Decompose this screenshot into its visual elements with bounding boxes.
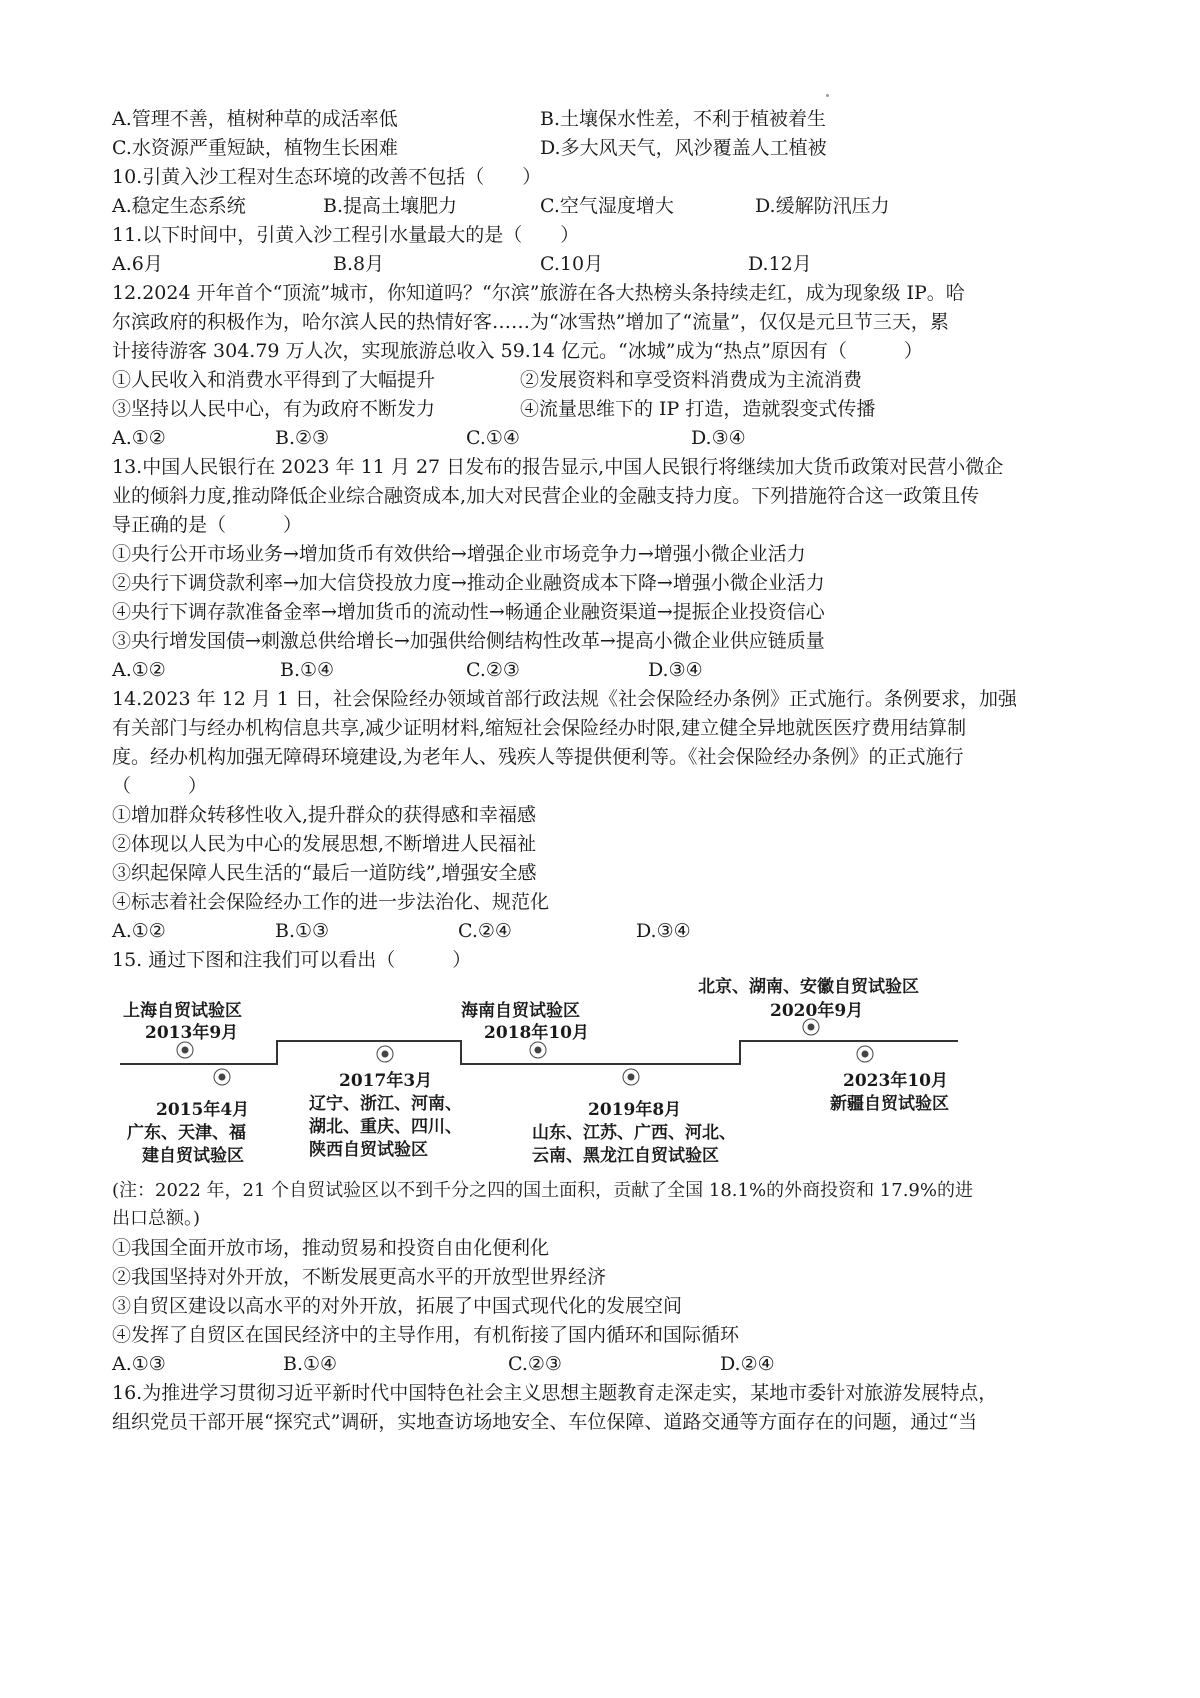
q13-item: ①央行公开市场业务→增加货币有效供给→增强企业市场竞争力→增强小微企业活力 [112, 543, 806, 565]
q14-stem-line-2: 有关部门与经办机构信息共享,减少证明材料,缩短社会保险经办时限,建立健全异地就医医疗费用结算制 [112, 717, 967, 739]
q15-option-a: A.①③ [112, 1353, 166, 1375]
timeline-xinjiang-name: 新疆自贸试验区 [830, 1094, 949, 1114]
q12-item-2: ②发展资料和享受资料消费成为主流消费 [520, 369, 863, 391]
q14-stem-line-1: 14.2023 年 12 月 1 日，社会保险经办领域首部行政法规《社会保险经办条例》正式施行。条例要求，加强 [112, 688, 1018, 710]
q11-option-c: C.10月 [540, 253, 604, 275]
timeline-beijing-name: 北京、湖南、安徽自贸试验区 [698, 977, 919, 997]
q10-option-c: C.空气湿度增大 [540, 195, 674, 217]
q10-option-a: A.稳定生态系统 [112, 195, 246, 217]
timeline-hainan-name: 海南自贸试验区 [461, 1001, 580, 1021]
q13-option-d: D.③④ [648, 659, 703, 681]
q14-option-d: D.③④ [636, 920, 691, 942]
q14-item: ②体现以人民为中心的发展思想,不断增进人民福祉 [112, 833, 537, 855]
q15-option-d: D.②④ [720, 1353, 775, 1375]
q9-option-a: A.管理不善，植树种草的成活率低 [112, 108, 398, 130]
q12-option-d: D.③④ [691, 427, 746, 449]
q15-item: ①我国全面开放市场，推动贸易和投资自由化便利化 [112, 1237, 550, 1259]
timeline-liaoning-name-3: 陕西自贸试验区 [309, 1140, 428, 1160]
timeline-guangdong-name-1: 广东、天津、福 [127, 1123, 246, 1143]
q15-stem: 15. 通过下图和注我们可以看出（ ） [112, 949, 472, 971]
timeline-shandong-date: 2019年8月 [588, 1100, 682, 1120]
q10-option-b: B.提高土壤肥力 [323, 195, 458, 217]
q11-option-b: B.8月 [333, 253, 385, 275]
q13-stem-line-2: 业的倾斜力度,推动降低企业综合融资成本,加大对民营企业的金融支持力度。下列措施符合这一政策且传 [112, 485, 980, 507]
q12-option-b: B.②③ [275, 427, 330, 449]
q12-item-4: ④流量思维下的 IP 打造，造就裂变式传播 [520, 398, 876, 420]
q14-option-b: B.①③ [275, 920, 330, 942]
q11-stem: 11.以下时间中，引黄入沙工程引水量最大的是（ ） [112, 224, 580, 246]
q9-option-c: C.水资源严重短缺，植物生长困难 [112, 137, 398, 159]
timeline-shanghai-date: 2013年9月 [145, 1023, 239, 1043]
q15-note-line-1: (注：2022 年，21 个自贸试验区以不到千分之四的国土面积，贡献了全国 18.1%的外商投资和 17.9%的进 [112, 1180, 973, 1201]
q9-option-d: D.多大风天气，风沙覆盖人工植被 [540, 137, 827, 159]
q14-stem-line-3: 度。经办机构加强无障碍环境建设,为老年人、残疾人等提供便利等。《社会保险经办条例》的正式施行 [112, 746, 964, 768]
q14-item: ④标志着社会保险经办工作的进一步法治化、规范化 [112, 891, 550, 913]
q16-stem-line-2: 组织党员干部开展“探究式”调研，实地查访场地安全、车位保障、道路交通等方面存在的问题，通过“当 [112, 1411, 978, 1433]
timeline-liaoning-name-1: 辽宁、浙江、河南、 [309, 1094, 462, 1114]
timeline-guangdong-name-2: 建自贸试验区 [142, 1146, 244, 1166]
q13-item: ④央行下调存款准备金率→增加货币的流动性→畅通企业融资渠道→提振企业投资信心 [112, 601, 825, 623]
q12-item-3: ③坚持以人民中心，有为政府不断发力 [112, 398, 436, 420]
q11-option-a: A.6月 [112, 253, 163, 275]
timeline-marker-2017 [377, 1046, 393, 1062]
q13-stem-line-1: 13.中国人民银行在 2023 年 11 月 27 日发布的报告显示,中国人民银行将继续加大货币政策对民营小微企 [112, 456, 1004, 478]
timeline-xinjiang-date: 2023年10月 [843, 1071, 948, 1091]
timeline-shandong-name-2: 云南、黑龙江自贸试验区 [532, 1146, 719, 1166]
timeline-hainan-date: 2018年10月 [484, 1023, 589, 1043]
q13-item: ②央行下调贷款利率→加大信贷投放力度→推动企业融资成本下降→增强小微企业活力 [112, 572, 825, 594]
q12-stem-line-1: 12.2024 开年首个“顶流”城市，你知道吗？“尔滨”旅游在各大热榜头条持续走红，成为现象级 IP。哈 [112, 282, 965, 304]
q15-option-c: C.②③ [508, 1353, 562, 1375]
q15-item: ②我国坚持对外开放，不断发展更高水平的开放型世界经济 [112, 1266, 607, 1288]
q13-option-c: C.②③ [466, 659, 520, 681]
timeline-shanghai-name: 上海自贸试验区 [123, 1001, 242, 1021]
q13-option-b: B.①④ [280, 659, 335, 681]
q14-option-c: C.②④ [458, 920, 512, 942]
q14-item: ③织起保障人民生活的“最后一道防线”,增强安全感 [112, 862, 537, 884]
timeline-shandong-name-1: 山东、江苏、广西、河北、 [532, 1123, 736, 1143]
q11-option-d: D.12月 [748, 253, 812, 275]
q12-stem-line-2: 尔滨政府的积极作为，哈尔滨人民的热情好客……为“冰雪热”增加了“流量”，仅仅是元旦节三天，累 [112, 311, 949, 333]
q14-item: ①增加群众转移性收入,提升群众的获得感和幸福感 [112, 804, 537, 826]
q15-option-b: B.①④ [283, 1353, 338, 1375]
q12-option-c: C.①④ [466, 427, 520, 449]
q12-stem-line-3: 计接待游客 304.79 万人次，实现旅游总收入 59.14 亿元。“冰城”成为“热点”原因有（ ） [112, 340, 923, 362]
q14-option-a: A.①② [112, 920, 166, 942]
q13-item: ③央行增发国债→刺激总供给增长→加强供给侧结构性改革→提高小微企业供应链质量 [112, 630, 825, 652]
q12-item-1: ①人民收入和消费水平得到了大幅提升 [112, 369, 436, 391]
q13-option-a: A.①② [112, 659, 166, 681]
q15-note-line-2: 出口总额。) [112, 1208, 201, 1229]
q15-item: ④发挥了自贸区在国民经济中的主导作用，有机衔接了国内循环和国际循环 [112, 1324, 740, 1346]
timeline-liaoning-name-2: 湖北、重庆、四川、 [309, 1117, 462, 1137]
q9-option-b: B.土壤保水性差，不利于植被着生 [540, 108, 827, 130]
timeline-marker-2015 [214, 1069, 230, 1085]
q13-stem-line-3: 导正确的是（ ） [112, 514, 303, 536]
timeline-guangdong-date: 2015年4月 [156, 1100, 250, 1120]
timeline-beijing-date: 2020年9月 [770, 1001, 864, 1021]
q14-stem-line-4: （ ） [112, 775, 208, 797]
q12-option-a: A.①② [112, 427, 166, 449]
timeline-marker-2023 [857, 1046, 873, 1062]
q10-stem: 10.引黄入沙工程对生态环境的改善不包括（ ） [112, 166, 542, 188]
q10-option-d: D.缓解防汛压力 [755, 195, 890, 217]
q16-stem-line-1: 16.为推进学习贯彻习近平新时代中国特色社会主义思想主题教育走深走实，某地市委针对旅游发展特点， [112, 1382, 998, 1404]
timeline-liaoning-date: 2017年3月 [339, 1071, 433, 1091]
q15-item: ③自贸区建设以高水平的对外开放，拓展了中国式现代化的发展空间 [112, 1295, 683, 1317]
timeline-marker-2019 [623, 1069, 639, 1085]
